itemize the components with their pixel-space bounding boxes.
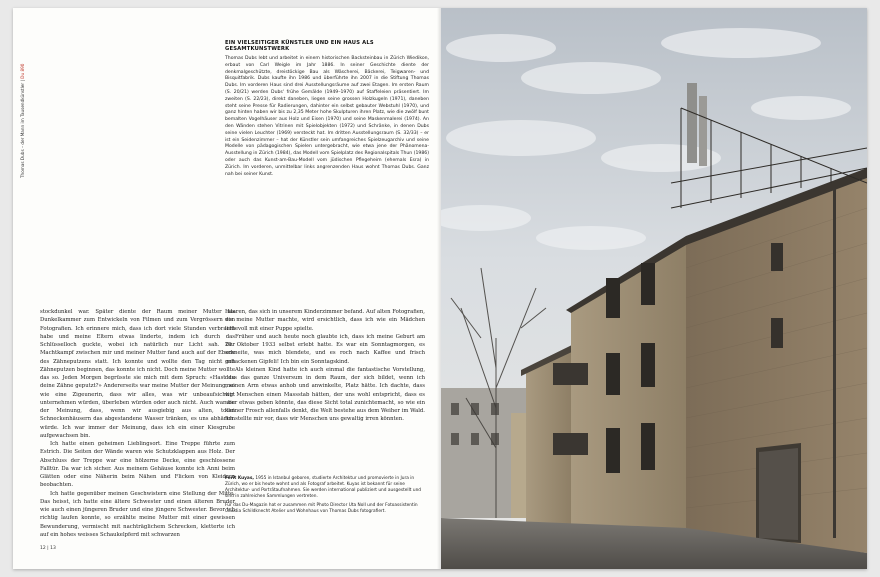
photo-caption — [225, 476, 425, 519]
body-column-2 — [225, 308, 425, 424]
background-houses — [441, 388, 536, 518]
running-head-title: Thomas Dubs – der Mann im Tausendkünstler — [20, 82, 25, 178]
left-page — [13, 8, 440, 569]
chimney — [699, 96, 707, 166]
running-head-issue: Du 890 — [20, 63, 25, 79]
paragraph: Ich hatte einen geheimen Lieblingsort. Eine Treppe führte zum Estrich. Die Seiten der Wände waren wie Schutzklappen aus Holz. Der Abschluss der Treppe war eine hölzerne Decke, eine geschlossene Falltür. Da war ich sicher. Aus meinem Gehäuse konnte ich Anni beim Glätten oder eine Näherin beim Nähen und Flicken von Kleidern beobachten. — [40, 441, 235, 489]
paragraph: Haaren, das sich in unserem Kinderzimmer befand. Auf alten Fotografien, die meine Mutter machte, wird ersichtlich, dass ich wie ein Mädchen liebevoll mit einer Puppe spielte. — [225, 309, 425, 332]
info-box — [225, 40, 429, 178]
caption-bio — [225, 476, 425, 500]
paragraph: Ich hatte gegenüber meinen Geschwistern eine Stellung der Mitte. Das heisst, ich hatte eine ältere Schwester und einen älteren Bruder wie auch einen jüngeren Bruder und eine jüngere Schwester. Bevor ich richtig laufen konnte, so erzählte meine Mutter mit einer gewissen Bewunderung, vermischt mit nachträglichem Schrecken, kletterte ich auf ein hohes weisses Schaukelpferd mit schwarzen — [40, 490, 235, 538]
page-numbers: 12 | 13 — [40, 546, 56, 551]
caption-credit: Für das Du-Magazin hat er zusammen mit Photo Director Uta Noll und der Fotoassistentin Claudia Schildknecht Atelier und Wohnhaus von Thomas Dubs fotografiert. — [225, 503, 418, 515]
info-box-text: Thomas Dubs lebt und arbeitet in einem historischen Backsteinbau in Zürich Wiedikon, erbaut von Carl Weigle im Jahr 1886. In seiner Geschichte diente der denkmalgeschützte, dreistöckige Bau als Wäscherei, Bäckerei, Teigwaren- und Bisquitfabrik. Dubs kaufte ihn 1986 und überführte ihn 2007 in die Stiftung Thomas Dubs. Im vorderen Haus sind drei Ausstellungsräume auf zwei Etagen. Im ersten Raum (S. 20/21) werden Dubs' frühe Gemälde (1949–1970) auf Staffeleien präsentiert. Im zweiten (S. 22/23), direkt daneben, liegen seine grossen Holzkugeln (1971), daneben steht seine Presse für Radierungen, dahinter ein selbst gebauter Webstuhl (1970), und ganz hinten haben wir bis zu 2,35 Meter hohe Skulpturen ihren Platz, wie die zwölf bunt bemalten Vogelhäuser aus Holz und Eisen (1970) und seine Maskenmalerei (1974). An den Wänden stehen Vitrinen mit Spielobjekten (1972) und Schränke, in denen Dubs seine vielen Leuchter (1969) versteckt hat. Im dritten Ausstellungsraum (S. 32/33) – er ist ein Seidenzimmer – hat der Künstler sein umfangreiches Spielzeugarchiv und seine Modelle von pädagogischen Spielen untergebracht, wie etwa jene der Phänomena-Ausstellung in Zürich (1984), das Modell vom Spielplatz des Regionalspitals Thun (1986) oder auch das Kunst-am-Bau-Modell vom jüdischen Pflegeheim (ehemals Esra) in Zürich. Im vorderen, unmittelbar links angrenzenden Haus wohnt Thomas Dubs. Ganz nah bei seiner Kunst. — [225, 56, 429, 177]
door-panel — [759, 448, 798, 540]
building-photo-illustration — [441, 8, 867, 569]
magazine-spread — [13, 8, 867, 569]
paragraph: stockdunkel war. Später diente der Raum meiner Mutter als Dunkelkammer zum Entwickeln von Filmen und zum Vergrössern von Fotografien. Ich erinnere mich, dass ich dort viele Stunden verbracht habe und meine Eltern etwas linderte, indem ich durch das Schlüsselloch guckte, wobei ich natürlich nur Licht sah. Der Machtkampf zwischen mir und meiner Mutter fand auch auf der Ebene des Zähneputzens statt. Ich konnte und wollte den Tag nicht mit Zähneputzen beginnen, das konnte ich nicht. Doch meine Mutter wollte das so. Jeden Morgen begrüsste sie mich mit dem Spruch: «Hast du deine Zähne geputzt?» Andererseits war meine Mutter der Meinung, so wie eine Zigeunerin, dass wir alles, was wir unbeaufsichtigt unternehmen würden, überleben würden oder auch nicht. Auch war sie der Meinung, dass, wenn wir ausgiebig aus alten, toten Schneckenhäusern das abgestandene Wasser tränken, es uns abhärten würde. Ich war immer der Meinung, dass ich ein einer Kiesgrube aufgewachsen bin. — [40, 309, 235, 439]
drainpipe — [833, 188, 836, 538]
building-photo — [441, 8, 867, 569]
caption-bio-text: 1955 in Istanbul geboren, studierte Architektur und promovierte in Jura in Zürich, wo er bis heute wohnt und als Fotograf arbeitet. Kuyas ist bekannt für seine Architektur- und Porträtaufnahmen. Sie werden international publiziert und ausgestellt und sind in zahlreichen Sammlungen vertreten. — [225, 476, 422, 500]
running-head-separator: | — [20, 80, 25, 82]
chimney — [687, 83, 697, 163]
body-column-1 — [40, 308, 235, 539]
caption-photographer: Ferit Kuyas, — [225, 476, 255, 481]
running-head — [20, 28, 28, 178]
paragraph: Als kleinen Kind hatte ich auch einmal die fantastische Vorstellung, dass das ganze Universum in dem Raum, der sich bildet, wenn ich meinen Arm etwas anhob und anwinkelte, Platz hätte. Ich dachte, dass wir Menschen einen Massstab hätten, der uns wohl entspricht, dass es aber etwas geben könnte, das diese Sicht total zunichtemacht, so wie ein kleiner Frosch allenfalls denkt, die Welt bestehe aus dem Weiher im Wald. Ich stellte mir vor, dass wir Menschen uns gewaltig irren könnten. — [225, 366, 425, 423]
info-box-title: EIN VIELSEITIGER KÜNSTLER UND EIN HAUS ALS GESAMTKUNSTWERK — [225, 40, 374, 52]
paragraph: Früher und auch heute noch glaubte ich, dass ich meine Geburt am 29. Oktober 1933 selbst erlebt hatte. Es war ein Sonntagmorgen, es schneite, was mich blendete, und es roch nach Kaffee und frisch gebackenen Gipfeli! Ich bin ein Sonntagskind. — [225, 333, 425, 365]
